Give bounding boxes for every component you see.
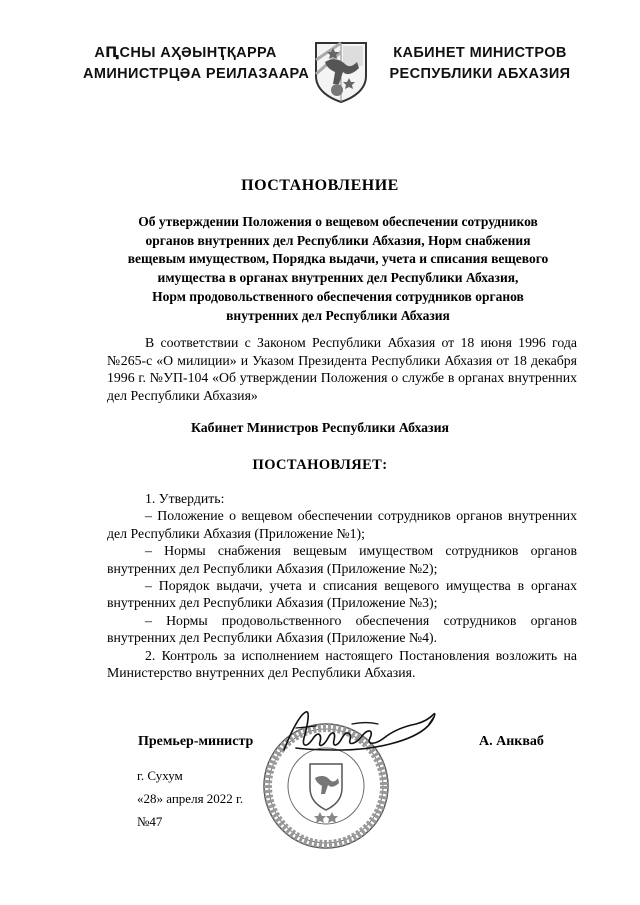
decree-heading: ПОСТАНОВЛЯЕТ: — [252, 457, 388, 473]
signatory-title: Премьер-министр — [138, 734, 254, 749]
item-1: 1. Утвердить: — [145, 491, 225, 506]
document-date: «28» апреля 2022 г. — [137, 791, 244, 806]
preamble-paragraph: В соответствии с Законом Республики Абхазия от 18 июня 1996 года №265-с «О милиции» и Указом Президента Республики Абхазия от 18 декабря 1996 г. №УП-104 «Об утверждении Положения о службе в органах внутренних дел Республики Абхазия» — [107, 335, 577, 403]
decree-items — [107, 490, 577, 681]
header-russian-line2: РЕСПУБЛИКИ АБХАЗИЯ — [389, 66, 571, 82]
header-russian-line1: КАБИНЕТ МИНИСТРОВ — [393, 45, 567, 61]
item-2: 2. Контроль за исполнением настоящего Постановления возложить на Министерство внутренних дел Республики Абхазия. — [107, 647, 577, 681]
document-number: №47 — [137, 814, 163, 829]
document-place: г. Сухум — [137, 768, 183, 783]
sub-item-3: – Порядок выдачи, учета и списания вещевого имущества в органах внутренних дел Республики Абхазия (Приложение №3); — [107, 578, 577, 611]
issuer-heading: Кабинет Министров Республики Абхазия — [190, 420, 450, 435]
sub-item-1: – Положение о вещевом обеспечении сотрудников органов внутренних дел Республики Абхазия (Приложение №1); — [107, 508, 577, 541]
subtitle-line: органов внутренних дел Республики Абхазия, Норм снабжения — [145, 232, 531, 248]
header-abkhaz-line2: АМИНИСТРЦӘА РЕИЛАЗААРА — [83, 66, 310, 82]
handwritten-signature-icon — [266, 704, 446, 764]
subtitle-line: внутренних дел Республики Абхазия — [226, 307, 450, 323]
header-abkhaz-title — [83, 43, 310, 85]
document-subtitle — [100, 213, 576, 325]
sub-item-4: – Нормы продовольственного обеспечения сотрудников органов внутренних дел Республики Абхазия (Приложение №4). — [107, 612, 577, 646]
signatory-name: А. Анкваб — [479, 734, 544, 749]
subtitle-line: Норм продовольственного обеспечения сотрудников органов — [152, 288, 524, 304]
header-russian-title — [385, 43, 575, 85]
subtitle-line: вещевым имуществом, Порядка выдачи, учета и списания вещевого — [127, 251, 549, 267]
sub-item-2: – Нормы снабжения вещевым имуществом сотрудников органов внутренних дел Республики Абхазия (Приложение №2); — [107, 543, 577, 576]
header-abkhaz-line1: АԤСНЫ АҲӘЫНҬҚАРРА — [94, 45, 277, 61]
coat-of-arms-icon — [313, 40, 369, 104]
document-title: ПОСТАНОВЛЕНИЕ — [241, 177, 399, 194]
subtitle-line: имущества в органах внутренних дел Республики Абхазия, — [157, 270, 519, 286]
subtitle-line: Об утверждении Положения о вещевом обеспечении сотрудников — [138, 214, 538, 229]
